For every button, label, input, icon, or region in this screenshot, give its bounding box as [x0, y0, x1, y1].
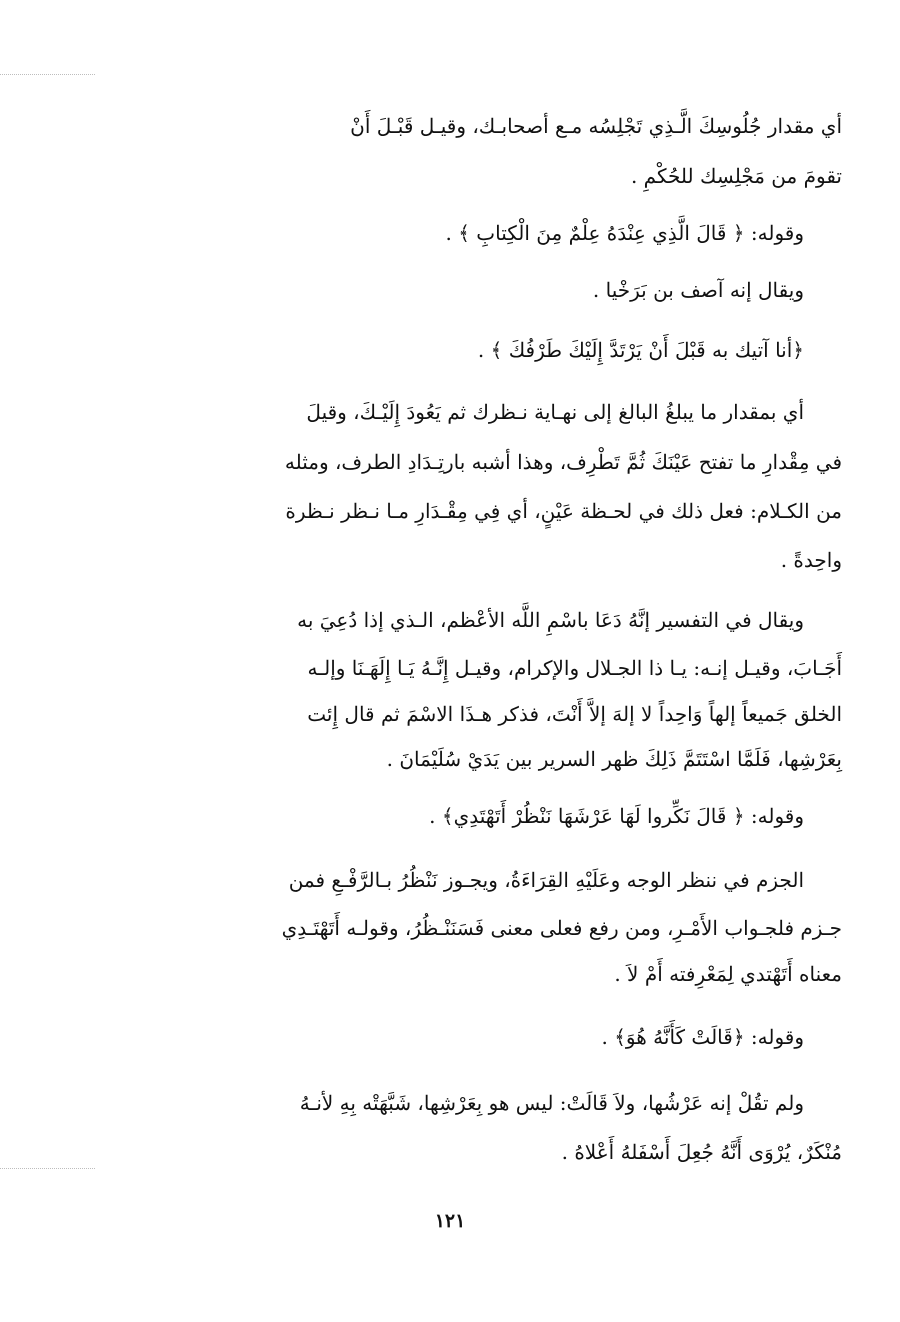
- text-line: ﴿أنا آتيك به قَبْلَ أَنْ يَرْتَدَّ إِلَيْكَ طَرْفُكَ ﴾ .: [477, 338, 804, 362]
- page-number: ١٢١: [434, 1210, 466, 1232]
- text-line: أي مقدار جُلُوسِكَ الَّـذِي تَجْلِسُه مـع أصحابـك، وقيـل قَبْـلَ أَنْ: [350, 114, 842, 138]
- text-line: جـزم فلجـواب الأَمْـرِ، ومن رفع فعلى معنى فَسَنَنْـظُرُ، وقولـه أَتَهْتَـدِي: [281, 916, 842, 940]
- text-line: في مِقْدارِ ما تفتح عَيْنَكَ ثُمَّ تَطْرِف، وهذا أشبه بارتِـدَادِ الطرف، ومثله: [284, 450, 842, 474]
- text-line: الخلق جَميعاً إلهاً وَاحِداً لا إلهَ إلاَّ أَنْتَ، فذكر هـذَا الاسْمَ ثم قال إِئت: [307, 702, 842, 726]
- text-line: ويقال في التفسير إنَّهُ دَعَا باسْمِ اللَّه الأعْظم، الـذي إذا دُعِيَ به: [297, 608, 804, 632]
- text-line: واحِدةً .: [780, 548, 842, 572]
- text-line: أي بمقدار ما يبلغُ البالغ إلى نهـاية نـظرك ثم يَعُودَ إِلَيْـكَ، وقيلَ: [306, 400, 804, 424]
- text-line: بِعَرْشِها، فَلَمَّا اسْتَتَمَّ ذَلِكَ ظهر السرير بين يَدَيْ سُلَيْمَانَ .: [386, 747, 842, 771]
- text-line: ويقال إنه آصف بن بَرَخْيا .: [592, 278, 804, 302]
- scan-edge-top: [0, 74, 95, 75]
- text-line: وقوله: ﴿قَالَتْ كَأَنَّهُ هُوَ﴾ .: [601, 1025, 804, 1049]
- text-line: وقوله: ﴿ قَالَ الَّذِي عِنْدَهُ عِلْمٌ مِنَ الْكِتابِ ﴾ .: [445, 221, 804, 245]
- text-line: معناه أَتَهْتدي لِمَعْرِفته أَمْ لاَ .: [614, 962, 842, 986]
- text-line: وقوله: ﴿ قَالَ نَكِّروا لَهَا عَرْشَهَا نَنْظُرْ أَتَهْتَدِي﴾ .: [429, 804, 804, 828]
- text-line: ولم تقُلْ إنه عَرْشُها، ولاَ قَالَتْ: ليس هو بِعَرْشِها، شَبَّهَتْه بِهِ لأنـهُ: [299, 1091, 804, 1115]
- text-line: أَجَـابَ، وقيـل إنـه: يـا ذا الجـلال والإكرام، وقيـل إِنَّـهُ يَـا إِلَهَـنَا وإلـه: [307, 656, 842, 680]
- text-line: تقومَ من مَجْلِسِك للحُكْمِ .: [630, 164, 842, 188]
- text-line: مُنْكَرٌ، يُرْوَى أَنَّهُ جُعِلَ أَسْفَلهُ أَعْلاهُ .: [561, 1140, 842, 1164]
- text-line: من الكـلام: فعل ذلك في لحـظة عَيْنٍ، أي فِي مِقْـدَارِ مـا نـظر نـظرة: [285, 499, 842, 523]
- text-line: الجزم في ننظر الوجه وعَلَيْهِ القِرَاءَةُ، ويجـوز نَنْظُرُ بـالرَّفْـعِ فمن: [288, 868, 804, 892]
- scan-edge-bottom: [0, 1168, 95, 1169]
